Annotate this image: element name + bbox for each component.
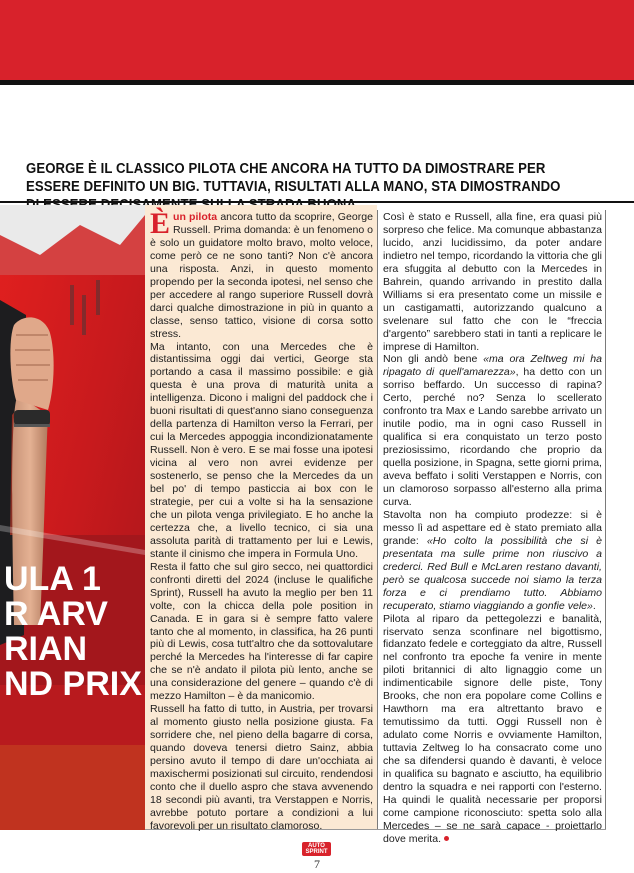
russell-quote: «ma ora Zeltweg mi ha ripagato di quell'amarezza»: [383, 353, 602, 379]
article-column-left: [150, 207, 373, 833]
banner-line-2: R ARV: [4, 595, 108, 633]
photo-raised-fist: [0, 205, 145, 830]
article-paragraph: Ma intanto, con una Mercedes che è distantissima oggi dai vertici, George sta portando a casa il massimo possibile: e già questa è una prova di maturità unita a intelligenza. Dicono i maligni del paddock che i buoni risultati di quest'anno siano conseguenza della partenza di Hamilton verso la Ferrari, per cui la Mercedes appoggia incondizionatamente Russell. Non è vero. E se mai fosse una ipotesi vicina al vero non avrei evidenze per sostenerlo, se penso che la Mercedes da un bel po' di tempo pasticcia ai box con le strategie, per cui a volte si ha la sensazione che un pilota venga privilegiato. E ho anche la certezza che, a livello tecnico, ci sia una assoluta parità di trattamento per lui e Lewis, stante il cinismo che impera in Formula Uno.: [150, 340, 373, 560]
column-right-edge: [605, 210, 606, 830]
paragraph-text: Pilota al riparo da pettegolezzi e banalità, riservato senza sconfinare nel bigottismo, fidanzato fedele e corteggiato da altre, Russell nel confronto tra epoche fa venire in mente piloti britannici di alto lignaggio come un indimenticabile signore delle piste, Tony Brooks, che non era popolare come Collins e Hawthorn ma era altrettanto bravo e temutissimo da tutti. Oggi Russell non è adulato come Norris e ovviamente Hamilton, tuttavia Zeltweg lo ha consacrato come uno che sa difendersi quando è davanti, è veloce in qualifica su bagnato e asciutto, ha equilibrio dentro la squadra e nei rapporti con l'esterno. Ha quindi le qualità necessarie per proporsi come campione riconosciuto: spetta solo alla Mercedes – se ne sarà capace - proiettarlo dove merita.: [383, 612, 602, 845]
paragraph-text: Non gli andò bene: [383, 353, 484, 366]
article-paragraph: [150, 207, 373, 341]
magazine-logo: [302, 842, 331, 856]
article-paragraph: [383, 613, 602, 846]
article-paragraph: Così è stato e Russell, alla fine, era quasi più sorpreso che felice. Ma comunque abbastanza lucido, anzi lucidissimo, da poter andare indietro nel tempo, ricordando la vittoria che gli era sfuggita al debutto con la Mercedes in Bahrein, quando arrivando in prestito dalla Williams si era presentato come un missile e un castigamatti, autorizzando qualcuno a svelenare sul fatto che con le “freccia d'argento” sarebbero stati in tanti a replicare le imprese di Hamilton.: [383, 211, 602, 353]
banner-line-1: ULA 1: [4, 560, 101, 598]
article-paragraph: Resta il fatto che sul giro secco, nei quattordici confronti diretti del 2024 (incluse le qualifiche Sprint), Russell ha avuto la meglio per ben 11 volte, con la chicca della pole position in Canada. E in gara si è sempre fatto valere tanto che al momento, in classifica, ha 26 punti più di Lewis, cosa tutt'altro che da sottovalutare perché la Mercedes ha l'interesse di far capire che se n'è andato il pilota più lento, anche se una considerazione del genere – quando c'è di mezzo Hamilton – è da manicomio.: [150, 560, 373, 703]
banner-line-4: ND PRIX: [4, 665, 142, 703]
header-rule: [0, 80, 634, 85]
paragraph-text: Stavolta non ha compiuto prodezze: si è messo lì ad aspettare ed è stato premiato alla grande:: [383, 508, 602, 547]
column-divider: [377, 210, 378, 830]
paragraph-text: , ha detto con un sorriso beffardo. Un successo di rapina? Certo, perché no? Senza lo scellerato confronto tra Max e Lando sarebbe arrivato un inutile podio, ma in ogni caso Russell in qualifica si era conquistato un terzo posto preziosissimo, ricordando che proprio da quella posizione, in Spagna, sette giorni prima, aveva beffato i soliti Verstappen e Norris, con un clamoroso sorpasso all'esterno alla prima curva.: [383, 366, 602, 508]
banner-line-3: RIAN: [4, 630, 88, 668]
russell-quote: «Ho colto la possibilità che si è presentata ma sulle prime non riuscivo a crederci. Red Bull e McLaren restano davanti, però se qualcosa succede noi siamo la terza forza e ci prendiamo tutto. Abbiamo recuperato, stiamo viaggiando a gonfie vele»: [383, 534, 602, 612]
article-paragraph: Russell ha fatto di tutto, in Austria, per trovarsi al momento giusto nella posizione giusta. Fa sorridere che, nel pieno della bagarre di corsa, quando doveva tenersi dietro Sainz, abbia persino avuto il tempo di dare un'occhiata ai maxischermi posizionati sul circuito, rendendosi conto che il duello aspro che stava avvenendo 18 secondi più avanti, tra Verstappen e Norris, avrebbe potuto portare a condizioni a lui favorevoli per un risultato clamoroso.: [150, 703, 373, 832]
header-band: [0, 0, 634, 80]
dropcap: È: [150, 207, 171, 240]
page-number: 7: [314, 857, 320, 871]
subhead-rule: [0, 201, 634, 203]
article-paragraph: [383, 509, 602, 613]
article-paragraph-text: ancora tutto da scoprire, George Russell. Prima domanda: è un fenomeno o è solo un guidatore molto bravo, molto veloce, come però ce ne sono tanti? Non c'è ancora una risposta. Anzi, in questo momento propendo per la seconda ipotesi, nel senso che per accedere al rango superiore Russell dovrà darci qualche dimostrazione in più in quanto a classe, senso tattico, visione di corsa sotto stress.: [150, 211, 373, 340]
article-column-right: [383, 211, 602, 846]
article-lead: un pilota: [173, 211, 218, 223]
magazine-logo-text: AUTO SPRINT: [305, 843, 328, 855]
end-of-article-dot: [444, 836, 449, 841]
paragraph-text: .: [592, 599, 596, 612]
article-paragraph: [383, 353, 602, 508]
article-subhead: GEORGE È IL CLASSICO PILOTA CHE ANCORA HA TUTTO DA DIMOSTRARE PER ESSERE DEFINITO UN BIG. TUTTAVIA, RISULTATI ALLA MANO, STA DIMOSTRANDO: [26, 161, 561, 195]
